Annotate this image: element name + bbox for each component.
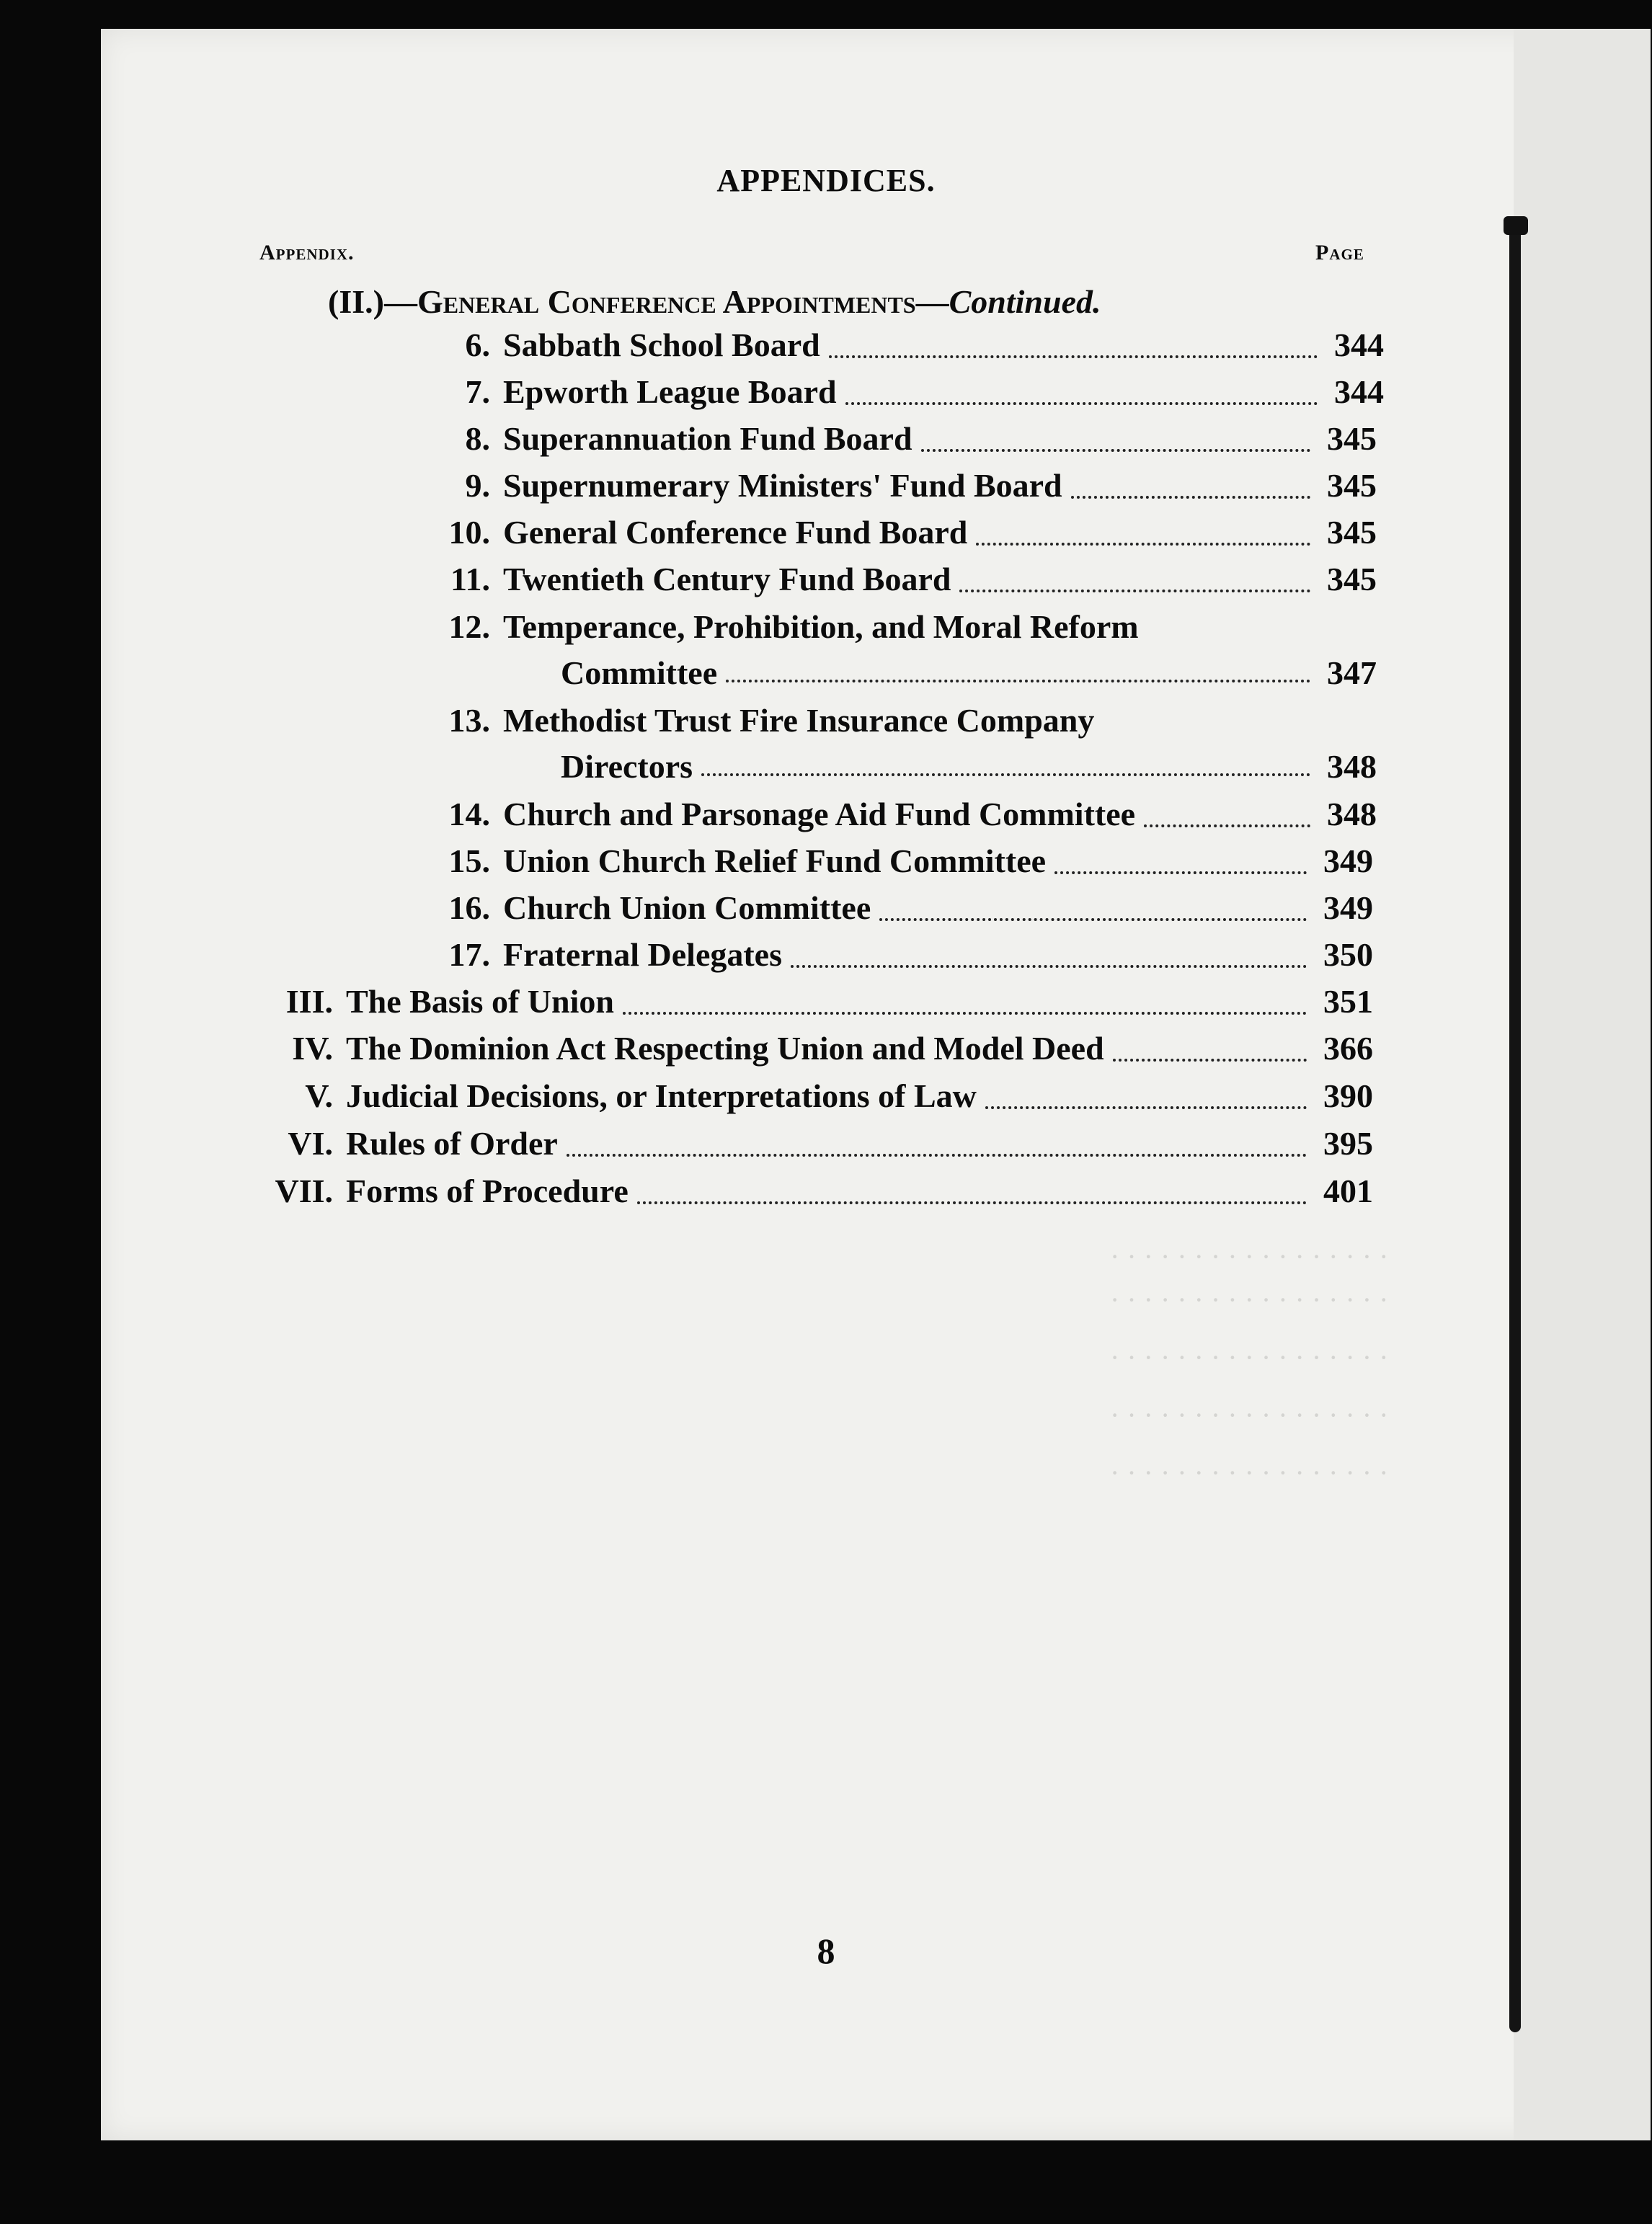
bleed-through: · · · · · · · · · · · · · · · · · — [1110, 1456, 1389, 1489]
entry-number: 13. — [448, 702, 490, 739]
bleed-through: · · · · · · · · · · · · · · · · · — [1110, 1399, 1389, 1431]
entry-page: 344 — [1334, 326, 1384, 363]
entry-label: Supernumerary Ministers' Fund Board — [503, 467, 1062, 504]
leader-dots — [879, 918, 1307, 921]
leader-dots — [976, 543, 1310, 546]
entry-label: Union Church Relief Fund Committee — [503, 842, 1047, 879]
entry-number: 6. — [465, 326, 490, 363]
leader-dots — [829, 355, 1318, 358]
toc-entry — [432, 701, 1305, 747]
entry-label-continued: Directors — [561, 748, 693, 785]
leader-dots — [791, 965, 1307, 968]
toc-entry — [238, 1029, 1373, 1075]
entry-number: VII. — [275, 1173, 333, 1209]
entry-page: 350 — [1323, 936, 1373, 973]
entry-label: Fraternal Delegates — [503, 936, 783, 973]
binding-spine — [1509, 216, 1521, 2032]
section-dash: — — [383, 283, 417, 320]
toc-entry — [432, 935, 1373, 982]
entry-page: 395 — [1323, 1125, 1373, 1162]
entry-label: Forms of Procedure — [346, 1173, 629, 1209]
toc-entry — [238, 1172, 1373, 1218]
leader-dots — [845, 402, 1318, 405]
leader-dots — [1071, 496, 1310, 499]
entry-label: Church and Parsonage Aid Fund Committee — [503, 796, 1136, 832]
entry-page: 348 — [1327, 796, 1377, 832]
leader-dots — [985, 1106, 1307, 1109]
leader-dots — [567, 1154, 1307, 1157]
entry-page: 366 — [1323, 1030, 1373, 1067]
toc-entry — [238, 982, 1373, 1028]
page-column-header: Page — [1315, 241, 1364, 264]
toc-entry — [432, 560, 1377, 606]
entry-label: Temperance, Prohibition, and Moral Reform — [503, 608, 1139, 645]
leader-dots — [921, 449, 1310, 452]
leader-dots — [1054, 871, 1307, 874]
entry-page: 347 — [1327, 654, 1377, 691]
appendix-column-header: Appendix. — [259, 241, 355, 264]
entry-label: Church Union Committee — [503, 889, 871, 926]
bleed-through: · · · · · · · · · · · · · · · · · — [1110, 1341, 1389, 1374]
entry-page: 345 — [1327, 467, 1377, 504]
entry-number: VI. — [288, 1125, 333, 1162]
page-title: APPENDICES. — [716, 163, 936, 198]
entry-label: Judicial Decisions, or Interpretations of Law — [346, 1077, 977, 1114]
toc-entry — [432, 795, 1377, 841]
entry-number: 9. — [465, 467, 490, 504]
bleed-through: · · · · · · · · · · · · · · · · · — [1110, 1240, 1389, 1273]
entry-label: The Basis of Union — [346, 983, 614, 1020]
entry-number: 17. — [448, 936, 490, 973]
toc-entry — [238, 1077, 1373, 1123]
toc-entry — [432, 608, 1305, 654]
leader-dots — [959, 590, 1310, 592]
entry-page: 344 — [1334, 373, 1384, 410]
entry-number: 10. — [448, 514, 490, 551]
entry-number: 11. — [450, 561, 490, 597]
entry-page: 351 — [1323, 983, 1373, 1020]
leader-dots — [623, 1012, 1307, 1015]
entry-number: 7. — [465, 373, 490, 410]
toc-entry — [432, 419, 1377, 466]
toc-entry — [432, 889, 1373, 935]
entry-number: 15. — [448, 842, 490, 879]
entry-page: 345 — [1327, 420, 1377, 457]
page-number: 8 — [817, 1931, 835, 1971]
section-number: (II.) — [328, 283, 384, 320]
leader-dots — [726, 680, 1310, 682]
toc-entry — [238, 1124, 1373, 1170]
entry-label: The Dominion Act Respecting Union and Model Deed — [346, 1030, 1104, 1067]
entry-label: Twentieth Century Fund Board — [503, 561, 951, 597]
entry-number: III. — [285, 983, 333, 1020]
toc-entry — [432, 466, 1377, 512]
facing-page-edge — [1514, 29, 1651, 2140]
section-dash-2: — — [915, 283, 949, 320]
leader-dots — [701, 773, 1310, 776]
entry-label-continued: Committee — [561, 654, 718, 691]
section-heading — [328, 283, 1101, 321]
entry-label: Methodist Trust Fire Insurance Company — [503, 702, 1095, 739]
entry-page: 349 — [1323, 889, 1373, 926]
entry-number: 8. — [465, 420, 490, 457]
toc-entry-continuation — [561, 747, 1377, 786]
leader-dots — [637, 1201, 1307, 1204]
entry-page: 390 — [1323, 1077, 1373, 1114]
leader-dots — [1144, 824, 1310, 827]
entry-number: 12. — [448, 608, 490, 645]
entry-number: IV. — [292, 1030, 333, 1067]
entry-page: 401 — [1323, 1173, 1373, 1209]
bleed-through: · · · · · · · · · · · · · · · · · — [1110, 1284, 1389, 1316]
entry-label: General Conference Fund Board — [503, 514, 968, 551]
entry-page: 349 — [1323, 842, 1373, 879]
toc-entry — [432, 373, 1384, 419]
section-continued: Continued. — [949, 283, 1101, 320]
entry-page: 345 — [1327, 561, 1377, 597]
entry-number: 14. — [448, 796, 490, 832]
entry-number: 16. — [448, 889, 490, 926]
toc-entry — [432, 842, 1373, 888]
section-name: General Conference Appointments — [417, 283, 916, 320]
entry-page: 348 — [1327, 748, 1377, 785]
leader-dots — [1113, 1059, 1307, 1062]
toc-entry — [432, 513, 1377, 559]
entry-label: Rules of Order — [346, 1125, 558, 1162]
binding-knob — [1504, 216, 1528, 235]
entry-label: Epworth League Board — [503, 373, 837, 410]
toc-entry — [432, 326, 1384, 372]
toc-entry-continuation — [561, 654, 1377, 692]
entry-label: Sabbath School Board — [503, 326, 820, 363]
entry-number: V. — [305, 1077, 333, 1114]
entry-page: 345 — [1327, 514, 1377, 551]
entry-label: Superannuation Fund Board — [503, 420, 912, 457]
